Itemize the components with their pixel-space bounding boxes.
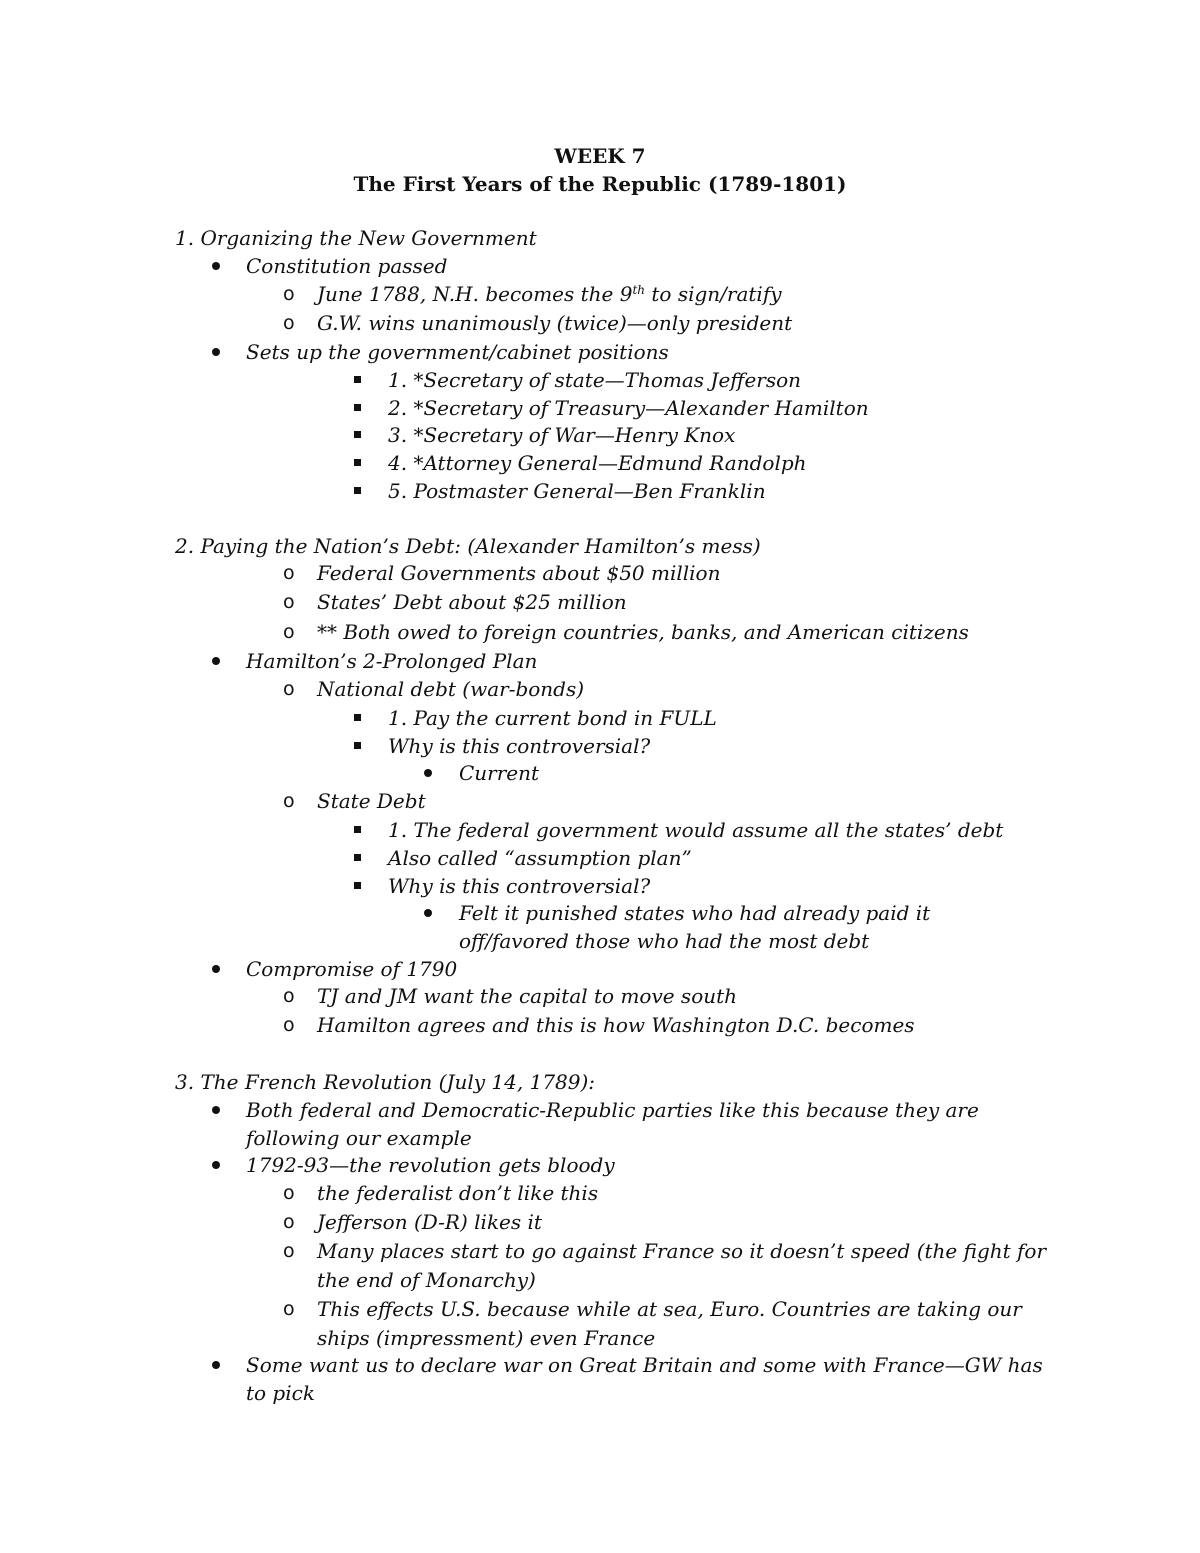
circle-bullet-icon: o (283, 1014, 295, 1036)
list-item: States’ Debt about $25 million (317, 590, 627, 614)
circle-bullet-icon: o (283, 1298, 295, 1320)
circle-bullet-icon: o (283, 312, 295, 334)
list-item: Hamilton agrees and this is how Washington D.C. becomes (317, 1013, 915, 1037)
list-item: State Debt (317, 789, 426, 813)
page-title: The First Years of the Republic (1789-1801) (353, 172, 847, 196)
list-item: Hamilton’s 2-Prolonged Plan (246, 649, 538, 673)
list-item: Felt it punished states who had already paid it (459, 901, 931, 925)
circle-bullet-icon: o (283, 790, 295, 812)
circle-bullet-icon: o (283, 678, 295, 700)
list-item: Current (459, 761, 540, 785)
list-item: 1. *Secretary of state—Thomas Jefferson (388, 368, 802, 392)
list-item: 2. *Secretary of Treasury—Alexander Hamilton (388, 396, 869, 420)
list-item: Jefferson (D-R) likes it (317, 1210, 542, 1234)
list-item: Compromise of 1790 (246, 957, 458, 981)
list-item: Constitution passed (246, 254, 448, 278)
list-item: 1. Pay the current bond in FULL (388, 706, 717, 730)
circle-bullet-icon: o (283, 283, 295, 305)
list-item (317, 280, 782, 308)
list-item: Federal Governments about $50 million (317, 561, 721, 585)
list-item: 1. The federal government would assume all the states’ debt (388, 818, 1004, 842)
list-item: 4. *Attorney General—Edmund Randolph (388, 451, 807, 475)
list-item: ** Both owed to foreign countries, banks, and American citizens (317, 620, 969, 644)
circle-bullet-icon: o (283, 1240, 295, 1262)
list-item: the federalist don’t like this (317, 1181, 599, 1205)
circle-bullet-icon: o (283, 621, 295, 643)
list-item: National debt (war-bonds) (317, 677, 585, 701)
circle-bullet-icon: o (283, 1211, 295, 1233)
section-3-heading: 3. The French Revolution (July 14, 1789): (175, 1070, 596, 1094)
list-item-continuation: the end of Monarchy) (317, 1268, 536, 1292)
superscript: th (632, 283, 646, 297)
list-item-continuation: ships (impressment) even France (317, 1326, 656, 1350)
list-item: Sets up the government/cabinet positions (246, 340, 669, 364)
list-item: Both federal and Democratic-Republic parties like this because they are (246, 1098, 979, 1122)
list-item: TJ and JM want the capital to move south (317, 984, 738, 1008)
list-item: 5. Postmaster General—Ben Franklin (388, 479, 766, 503)
june-text-end: to sign/ratify (645, 282, 782, 306)
list-item-continuation: to pick (246, 1381, 315, 1405)
list-item: Also called “assumption plan” (388, 846, 692, 870)
list-item: 3. *Secretary of War—Henry Knox (388, 423, 736, 447)
week-heading: WEEK 7 (554, 144, 646, 168)
list-item-continuation: following our example (246, 1126, 472, 1150)
circle-bullet-icon: o (283, 985, 295, 1007)
list-item-continuation: off/favored those who had the most debt (459, 929, 870, 953)
june-text: June 1788, N.H. becomes the 9 (317, 282, 633, 306)
list-item: This effects U.S. because while at sea, Euro. Countries are taking our (317, 1297, 1022, 1321)
circle-bullet-icon: o (283, 562, 295, 584)
list-item: Why is this controversial? (388, 874, 651, 898)
list-item: 1792-93—the revolution gets bloody (246, 1153, 615, 1177)
circle-bullet-icon: o (283, 591, 295, 613)
list-item: Many places start to go against France so it doesn’t speed (the fight for (317, 1239, 1047, 1263)
list-item: Some want us to declare war on Great Britain and some with France—GW has (246, 1353, 1043, 1377)
section-2-heading: 2. Paying the Nation’s Debt: (Alexander Hamilton’s mess) (175, 534, 761, 558)
list-item: Why is this controversial? (388, 734, 651, 758)
circle-bullet-icon: o (283, 1182, 295, 1204)
section-1-heading: 1. Organizing the New Government (175, 226, 537, 250)
list-item: G.W. wins unanimously (twice)—only president (317, 311, 793, 335)
